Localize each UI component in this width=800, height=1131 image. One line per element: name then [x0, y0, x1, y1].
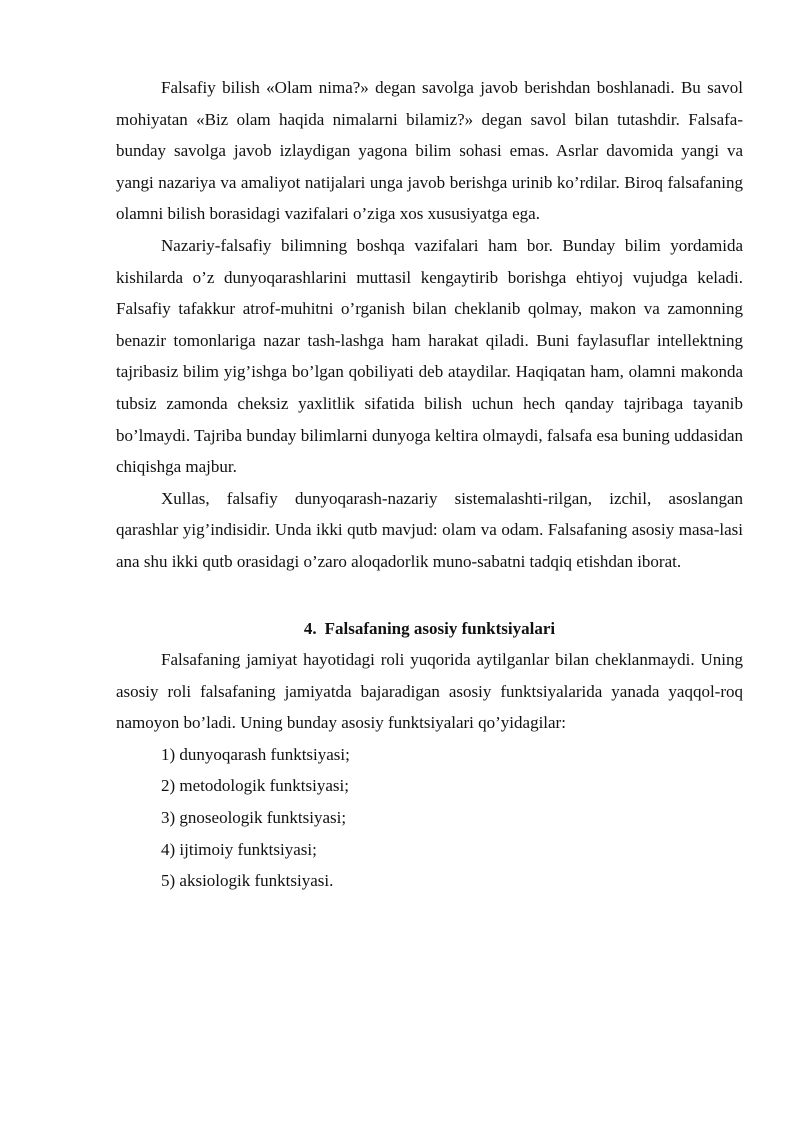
paragraph-xullas: Xullas, falsafiy dunyoqarash-nazariy sistemalashti-rilgan, izchil, asoslangan qarashlar yig’indisidir. Unda ikki qutb mavjud: olam va odam. Falsafaning asosiy masa-lasi ana shu ikki qutb orasidagi o’zaro aloqadorlik muno-sabatni tadqiq etishdan iborat. — [116, 488, 743, 571]
document-page — [116, 72, 743, 897]
functions-list — [116, 739, 743, 897]
paragraph-section-intro: Falsafaning jamiyat hayotidagi roli yuqorida aytilganlar bilan cheklanmaydi. Uning asosiy roli falsafaning jamiyatda bajaradigan asosiy funktsiyalarida yanada yaqqol-roq namoyon bo’ladi. Uning bunday asosiy funktsiyalari qo’yidagilar: — [116, 650, 743, 733]
list-item: 3) gnoseologik funktsiyasi; — [161, 808, 347, 828]
paragraph-nazariy-falsafiy: Nazariy-falsafiy bilimning boshqa vazifalari ham bor. Bunday bilim yordamida kishilarda o’z dunyoqarashlarini muttasil kengaytirib borishga ehtiyoj vujudga keladi. Falsafiy tafakkur atrof-muhitni o’rganish bilan cheklanib qolmay, makon va zamonning benazir tomonlariga nazar tash-lashga ham harakat qiladi. Buni faylasuflar intellektning tajribasiz bilim yig’ishga bo’lgan qobiliyati deb ataydilar. Haqiqatan ham, olamni makonda tubsiz zamonda cheksiz yaxlitlik sifatida bilish uchun hech qanday tajribaga tayanib bo’lmaydi. Tajriba bunday bilimlarni dunyoga keltira olmaydi, falsafa esa buning uddasidan chiqishga majbur. — [116, 235, 743, 477]
section-heading — [116, 613, 743, 645]
list-item: 4) ijtimoiy funktsiyasi; — [161, 839, 317, 859]
section-title: Falsafaning asosiy funktsiyalari — [324, 618, 556, 638]
list-item: 5) aksiologik funktsiyasi. — [161, 871, 334, 891]
list-item: 2) metodologik funktsiyasi; — [161, 776, 349, 796]
list-item: 1) dunyoqarash funktsiyasi; — [161, 744, 350, 764]
section-number: 4. — [303, 618, 317, 638]
paragraph-falsafiy-bilish: Falsafiy bilish «Olam nima?» degan savolga javob berishdan boshlanadi. Bu savol mohiyatan «Biz olam haqida nimalarni bilamiz?» degan savol bilan tutashdir. Falsafa-bunday savolga javob izlaydigan yagona bilim sohasi emas. Asrlar davomida yangi va yangi nazariya va amaliyot natijalari unga javob berishga urinib ko’rdilar. Biroq falsafaning olamni bilish borasidagi vazifalari o’ziga xos xususiyatga ega. — [116, 78, 743, 224]
